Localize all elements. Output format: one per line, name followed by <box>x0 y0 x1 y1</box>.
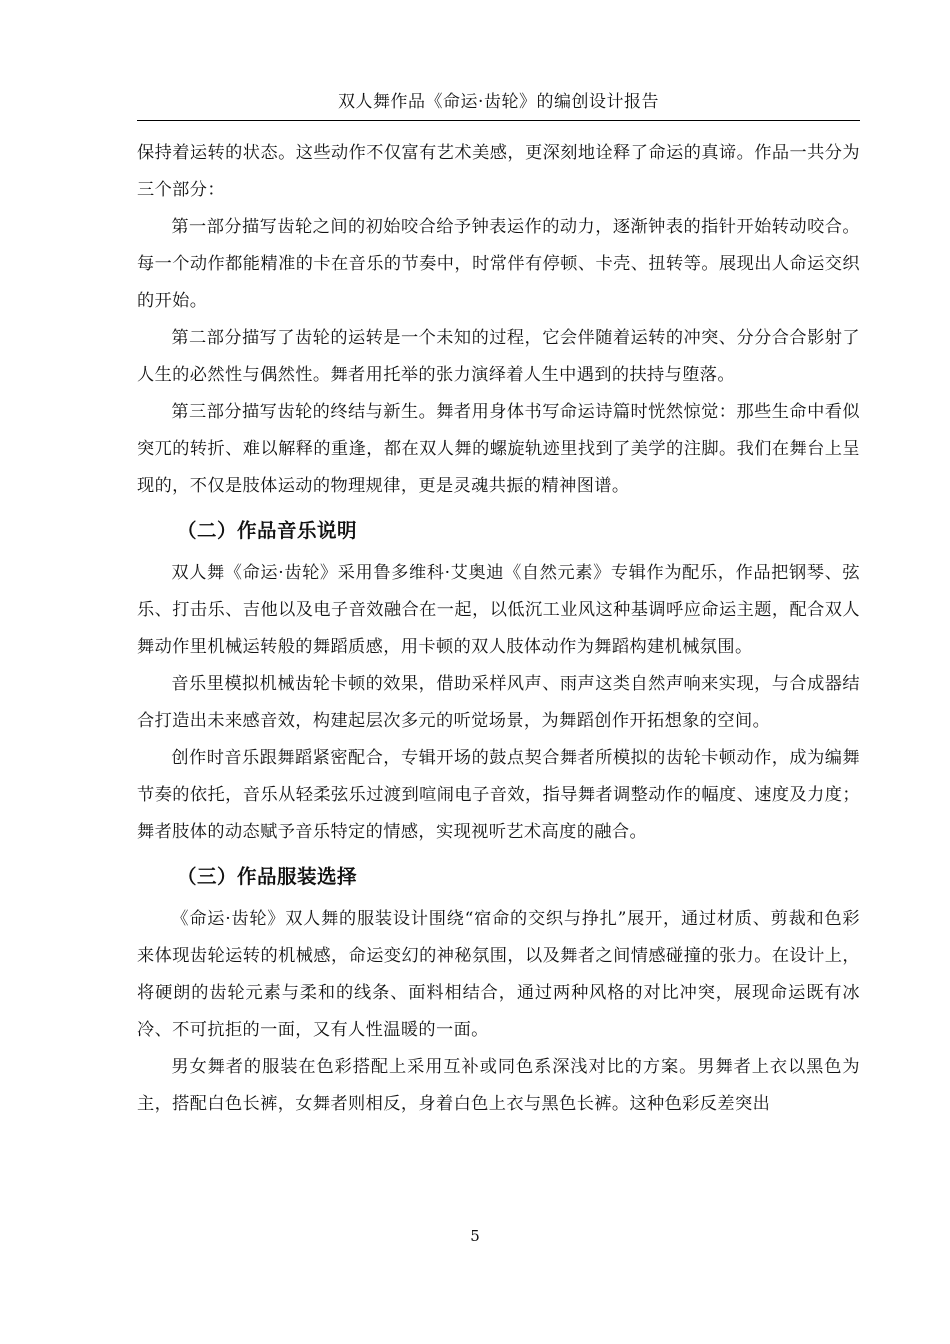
paragraph-part-one: 第一部分描写齿轮之间的初始咬合给予钟表运作的动力，逐渐钟表的指针开始转动咬合。每一个动作都能精准的卡在音乐的节奏中，时常伴有停顿、卡壳、扭转等。展现出人命运交织的开始。 <box>137 217 860 311</box>
section-heading-music: （二）作品音乐说明 <box>177 519 358 542</box>
paragraph-music-2: 音乐里模拟机械齿轮卡顿的效果，借助采样风声、雨声这类自然声响来实现，与合成器结合打造出未来感音效，构建起层次多元的听觉场景，为舞蹈创作开拓想象的空间。 <box>137 674 860 731</box>
section-heading-costume: （三）作品服装选择 <box>177 865 358 888</box>
paragraph-costume-2: 男女舞者的服装在色彩搭配上采用互补或同色系深浅对比的方案。男舞者上衣以黑色为主，搭配白色长裤，女舞者则相反，身着白色上衣与黑色长裤。这种色彩反差突出 <box>137 1057 860 1114</box>
paragraph-continued: 保持着运转的状态。这些动作不仅富有艺术美感，更深刻地诠释了命运的真谛。作品一共分为三个部分： <box>137 143 860 200</box>
header-rule <box>137 120 860 121</box>
paragraph-costume-1: 《命运·齿轮》双人舞的服装设计围绕“宿命的交织与挣扎”展开，通过材质、剪裁和色彩来体现齿轮运转的机械感，命运变幻的神秘氛围，以及舞者之间情感碰撞的张力。在设计上，将硬朗的齿轮元素与柔和的线条、面料相结合，通过两种风格的对比冲突，展现命运既有冰冷、不可抗拒的一面，又有人性温暖的一面。 <box>137 909 860 1040</box>
page-number: 5 <box>470 1227 480 1245</box>
body-text <box>137 135 860 1123</box>
paragraph-music-1: 双人舞《命运·齿轮》采用鲁多维科·艾奥迪《自然元素》专辑作为配乐，作品把钢琴、弦乐、打击乐、吉他以及电子音效融合在一起，以低沉工业风这种基调呼应命运主题，配合双人舞动作里机械运转般的舞蹈质感，用卡顿的双人肢体动作为舞蹈构建机械氛围。 <box>137 563 860 657</box>
paragraph-part-two: 第二部分描写了齿轮的运转是一个未知的过程，它会伴随着运转的冲突、分分合合影射了人生的必然性与偶然性。舞者用托举的张力演绎着人生中遇到的扶持与堕落。 <box>137 328 860 385</box>
paragraph-music-3: 创作时音乐跟舞蹈紧密配合，专辑开场的鼓点契合舞者所模拟的齿轮卡顿动作，成为编舞节奏的依托，音乐从轻柔弦乐过渡到喧闹电子音效，指导舞者调整动作的幅度、速度及力度；舞者肢体的动态赋予音乐特定的情感，实现视听艺术高度的融合。 <box>137 748 860 842</box>
running-header: 双人舞作品《命运·齿轮》的编创设计报告 <box>338 92 659 112</box>
paragraph-part-three: 第三部分描写齿轮的终结与新生。舞者用身体书写命运诗篇时恍然惊觉：那些生命中看似突兀的转折、难以解释的重逢，都在双人舞的螺旋轨迹里找到了美学的注脚。我们在舞台上呈现的，不仅是肢体运动的物理规律，更是灵魂共振的精神图谱。 <box>137 402 860 496</box>
